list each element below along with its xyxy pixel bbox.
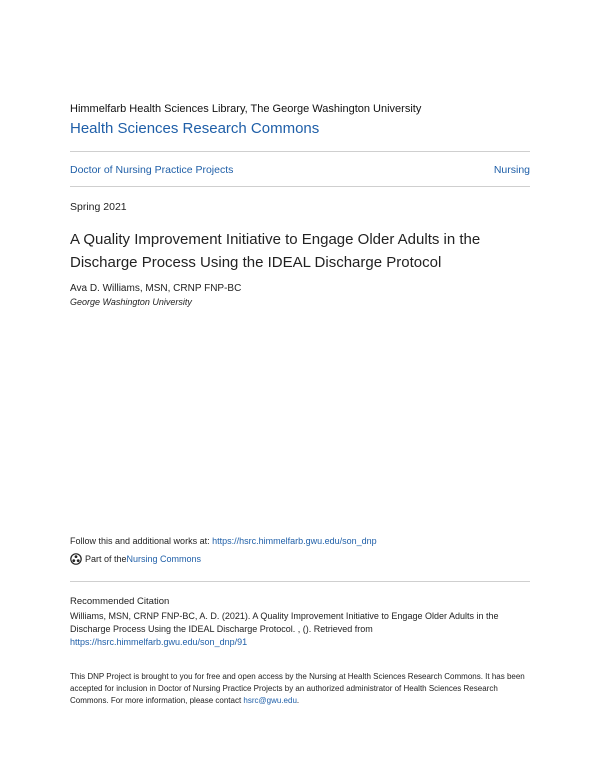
nursing-commons-link[interactable]: Nursing Commons [126, 554, 202, 564]
collection-link-nursing[interactable]: Nursing [493, 164, 530, 176]
notice-body: This DNP Project is brought to you for free and open access by the Nursing at Health Sciences Research Commons. It has been accepted for inclusion in Doctor of Nursing Practice Projects by an authorized administrator of Health Sciences Research Commons. For more information, please contact [70, 672, 525, 705]
part-prefix: Part of the [85, 554, 127, 564]
notice-suffix: . [296, 696, 300, 705]
divider-bottom [70, 581, 530, 582]
document-title: A Quality Improvement Initiative to Engage Older Adults in the Discharge Process Using the IDEAL Discharge Protocol [70, 231, 481, 271]
citation-text [70, 610, 535, 649]
publication-date: Spring 2021 [70, 201, 127, 213]
author-affiliation: George Washington University [70, 297, 192, 307]
citation-link[interactable]: https://hsrc.himmelfarb.gwu.edu/son_dnp/91 [70, 637, 248, 647]
network-icon [70, 553, 82, 565]
access-notice [70, 671, 530, 707]
repository-name[interactable]: Health Sciences Research Commons [70, 120, 320, 137]
follow-line [70, 536, 530, 546]
collection-link-dnp[interactable]: Doctor of Nursing Practice Projects [70, 164, 234, 176]
divider-middle [70, 186, 530, 187]
citation-body: Williams, MSN, CRNP FNP-BC, A. D. (2021). A Quality Improvement Initiative to Engage Older Adults in the Discharge Process Using the IDEAL Discharge Protocol. , (). Retrieved from [70, 611, 499, 634]
follow-link[interactable]: https://hsrc.himmelfarb.gwu.edu/son_dnp [212, 536, 377, 546]
citation-heading: Recommended Citation [70, 596, 170, 607]
follow-prefix: Follow this and additional works at: [70, 536, 213, 546]
cover-page [70, 0, 530, 776]
collections-row [70, 164, 530, 176]
library-name: Himmelfarb Health Sciences Library, The George Washington University [70, 103, 422, 115]
author-name: Ava D. Williams, MSN, CRNP FNP-BC [70, 283, 242, 294]
contact-email-link[interactable]: hsrc@gwu.edu [243, 696, 297, 705]
divider-top [70, 151, 530, 152]
part-of-line [70, 553, 530, 565]
